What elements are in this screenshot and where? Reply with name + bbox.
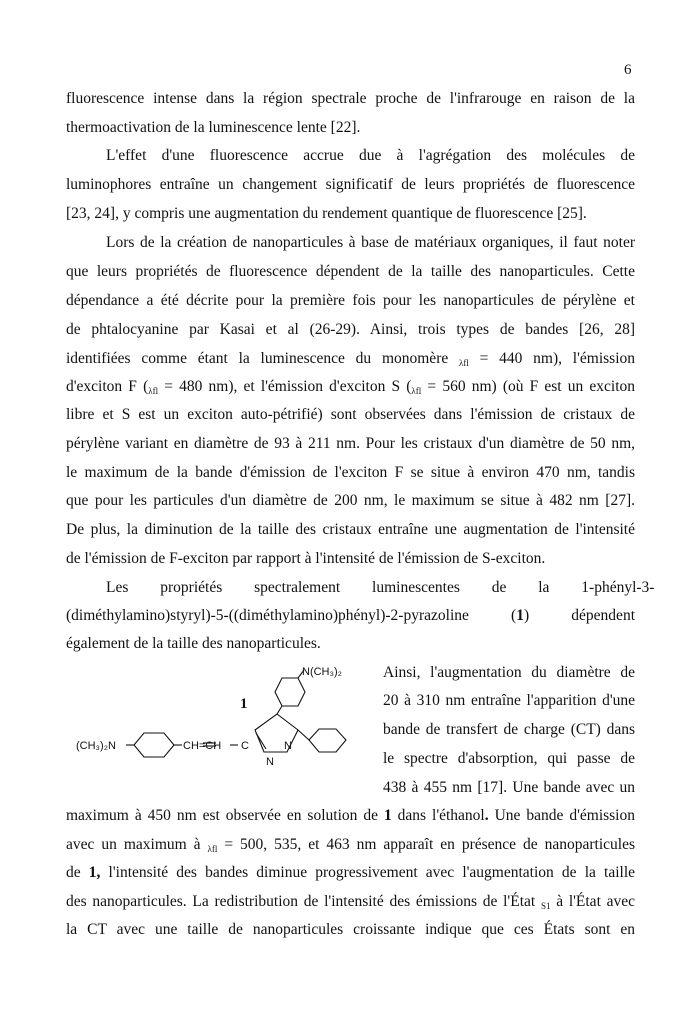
text-segment: .	[484, 807, 489, 824]
text-line: Lors de la création de nanoparticules à base de matériaux organiques, il faut noter	[106, 234, 635, 251]
text-segment: (diméthylamino)styryl)-5-((diméthylamino)phényl)-2-pyrazoline (	[66, 607, 517, 624]
text-line-formula	[66, 892, 635, 913]
text-line: 438 à 455 nm [17]. Une bande avec un	[383, 779, 635, 796]
text-line: Les propriétés spectralement luminescentes de la 1-phényl-3-	[106, 579, 655, 596]
text-segment: ) dépendent	[523, 607, 635, 624]
molecule-label: 1	[240, 696, 248, 712]
compound-number: 1	[516, 607, 524, 624]
text-line: le spectre d'absorption, qui passe de	[383, 750, 635, 767]
text-segment: = 440 nm), l'émission	[468, 350, 636, 367]
text-line-formula	[66, 349, 635, 370]
text-line-formula	[66, 835, 635, 856]
benzene-ring-right	[309, 729, 346, 752]
benzene-ring-left	[134, 733, 174, 757]
vinyl-label: CH=CH	[183, 740, 222, 752]
text-segment: = 500, 535, et 463 nm apparaît en présence de nanoparticules	[217, 836, 636, 853]
text-segment: avec un maximum à	[66, 836, 208, 853]
text-line: la CT avec une taille de nanoparticules croissante indique que ces États sont en	[66, 921, 635, 938]
text-line: le maximum de la bande d'émission de l'exciton F se situe à environ 470 nm, tandis	[66, 464, 635, 481]
subscript: λfl	[207, 844, 218, 854]
text-segment: = 480 nm), et l'émission d'exciton S (	[158, 378, 412, 395]
text-segment: de	[66, 864, 89, 881]
text-line: 20 à 310 nm entraîne l'apparition d'une	[383, 692, 635, 709]
text-segment: maximum à 450 nm est observée en solution de	[66, 807, 384, 824]
text-line: fluorescence intense dans la région spectrale proche de l'infrarouge en raison de la	[66, 90, 635, 107]
text-line: de l'émission de F-exciton par rapport à l'intensité de l'émission de S-exciton.	[66, 550, 546, 567]
benzene-ring-top	[275, 678, 305, 706]
text-line: De plus, la diminution de la taille des cristaux entraîne une augmentation de l'intensité	[66, 521, 635, 538]
text-line: libre et S est un exciton auto-pétrifié) sont observées dans l'émission de cristaux de	[66, 406, 635, 423]
text-line	[66, 806, 635, 826]
subscript: λfl	[459, 358, 469, 368]
text-segment: des nanoparticules. La redistribution de l'intensité des émissions de l'État	[66, 893, 541, 910]
text-line: L'effet d'une fluorescence accrue due à l'agrégation des molécules de	[106, 147, 635, 164]
nme2-left-label: (CH₃)₂N	[76, 740, 116, 752]
ring-n-label: N	[266, 756, 274, 768]
text-segment: d'exciton F (	[66, 378, 149, 395]
page-number: 6	[624, 62, 632, 78]
text-line: de phtalocyanine par Kasai et al (26-29). Ainsi, trois types de bandes [26, 28]	[66, 321, 635, 338]
text-line: luminophores entraîne un changement significatif de leurs propriétés de fluorescence	[66, 176, 635, 193]
text-segment: à l'État avec	[550, 893, 636, 910]
text-line: que leurs propriétés de fluorescence dépendent de la taille des nanoparticules. Cette	[66, 263, 635, 280]
subscript: λfl	[411, 386, 422, 396]
ring-n-right-label: N	[284, 740, 292, 752]
subscript: S1	[540, 901, 551, 911]
nme2-top-label: N(CH₃)₂	[302, 666, 342, 678]
text-line: bande de transfert de charge (CT) dans	[383, 721, 635, 738]
text-line: Ainsi, l'augmentation du diamètre de	[383, 664, 635, 681]
text-line-formula	[66, 377, 635, 398]
text-segment: l'intensité des bandes diminue progressivement avec l'augmentation de la taille	[100, 864, 636, 881]
text-line	[66, 863, 635, 883]
text-line: que pour les particules d'un diamètre de 200 nm, le maximum se situe à 482 nm [27].	[66, 492, 635, 509]
text-line	[66, 606, 635, 626]
subscript: λfl	[148, 386, 159, 396]
compound-number: 1,	[88, 864, 101, 881]
text-line: également de la taille des nanoparticules.	[66, 635, 321, 652]
chemical-structure	[70, 666, 375, 786]
text-segment: dans l'éthanol	[391, 807, 485, 824]
text-line: thermoactivation de la luminescence lente [22].	[66, 119, 361, 136]
text-line: dépendance a été décrite pour la première fois pour les nanoparticules de pérylène et	[66, 292, 635, 309]
text-line: [23, 24], y compris une augmentation du rendement quantique de fluorescence [25].	[66, 205, 587, 222]
text-segment: = 560 nm) (où F est un exciton	[421, 378, 635, 395]
ring-c-label: C	[241, 740, 249, 752]
compound-number: 1	[383, 807, 392, 824]
text-segment: identifiées comme étant la luminescence du monomère	[66, 350, 460, 367]
text-line: pérylène variant en diamètre de 93 à 211 nm. Pour les cristaux d'un diamètre de 50 nm,	[66, 435, 635, 452]
text-segment: Une bande d'émission	[488, 807, 635, 824]
